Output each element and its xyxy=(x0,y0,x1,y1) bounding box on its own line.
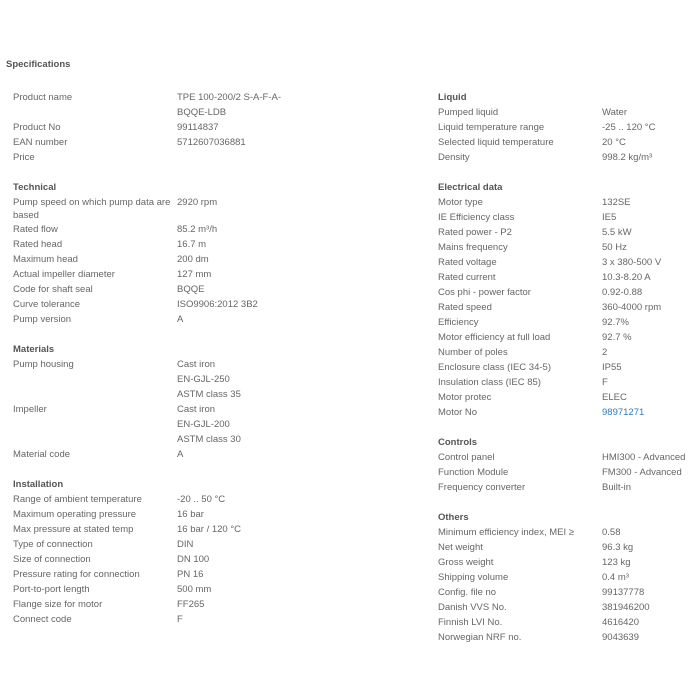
spec-row-pump-version xyxy=(13,312,283,327)
spec-value xyxy=(177,552,283,567)
spec-row-pump-housing xyxy=(13,357,283,402)
spec-value-line: IE5 xyxy=(602,212,617,223)
spec-row-ie-efficiency-class xyxy=(438,210,700,225)
spec-value xyxy=(602,255,700,270)
spec-value-line: 2 xyxy=(602,347,608,358)
spec-value xyxy=(602,105,700,120)
spec-label: Range of ambient temperature xyxy=(13,494,142,505)
spec-label: Size of connection xyxy=(13,554,91,565)
spec-value-line: 0.4 m³ xyxy=(602,572,629,583)
spec-row-motor-no xyxy=(438,405,700,420)
spec-value xyxy=(602,315,700,330)
spec-value xyxy=(177,567,283,582)
spec-label: Maximum operating pressure xyxy=(13,509,137,520)
spec-label: Pump version xyxy=(13,314,72,325)
spec-label: Type of connection xyxy=(13,539,93,550)
spec-value xyxy=(602,555,700,570)
section-liquid xyxy=(438,90,700,165)
spec-value-line: A xyxy=(177,449,184,460)
spec-label: IE Efficiency class xyxy=(438,212,515,223)
spec-value xyxy=(602,270,700,285)
spec-label: Liquid temperature range xyxy=(438,122,545,133)
spec-value xyxy=(602,525,700,540)
spec-value xyxy=(602,630,700,645)
spec-value-line: 50 Hz xyxy=(602,242,627,253)
spec-value-line: 5.5 kW xyxy=(602,227,632,238)
spec-label: Flange size for motor xyxy=(13,599,103,610)
spec-value xyxy=(177,90,283,120)
section-title: Electrical data xyxy=(438,182,503,193)
spec-value-line: 99114837 xyxy=(177,122,219,133)
spec-row-enclosure-class-iec-34-5 xyxy=(438,360,700,375)
spec-row-rated-current xyxy=(438,270,700,285)
spec-row-rated-voltage xyxy=(438,255,700,270)
spec-row-cos-phi-power-factor xyxy=(438,285,700,300)
spec-row-code-for-shaft-seal xyxy=(13,282,283,297)
spec-value xyxy=(177,222,283,237)
spec-value-line: 0.58 xyxy=(602,527,621,538)
spec-row-flange-size-for-motor xyxy=(13,597,283,612)
spec-label: Net weight xyxy=(438,542,483,553)
section-technical xyxy=(13,180,283,327)
spec-label: Pumped liquid xyxy=(438,107,499,118)
spec-value-line: 0.92-0.88 xyxy=(602,287,643,298)
spec-row-impeller xyxy=(13,402,283,447)
spec-label: Price xyxy=(13,152,35,163)
spec-value xyxy=(602,465,700,480)
spec-value xyxy=(177,522,283,537)
spec-value-line: DIN xyxy=(177,539,194,550)
spec-row-motor-type xyxy=(438,195,700,210)
spec-value xyxy=(602,195,700,210)
spec-row-number-of-poles xyxy=(438,345,700,360)
spec-value xyxy=(177,597,283,612)
spec-row-liquid-temperature-range xyxy=(438,120,700,135)
section-title: Technical xyxy=(13,182,57,193)
spec-row-motor-protec xyxy=(438,390,700,405)
section-title: Installation xyxy=(13,479,64,490)
spec-value xyxy=(177,312,283,327)
spec-row-max-pressure-at-stated-temp xyxy=(13,522,283,537)
spec-value-line: 123 kg xyxy=(602,557,631,568)
spec-label: Frequency converter xyxy=(438,482,526,493)
spec-value-line: Cast iron xyxy=(177,359,216,370)
spec-value xyxy=(602,345,700,360)
spec-value xyxy=(177,447,283,462)
spec-row-product-no xyxy=(13,120,283,135)
spec-label: Pump speed on which pump data are based xyxy=(13,197,171,221)
spec-label: Code for shaft seal xyxy=(13,284,93,295)
spec-label: Minimum efficiency index, MEI ≥ xyxy=(438,527,574,538)
spec-value xyxy=(602,390,700,405)
spec-row-actual-impeller-diameter xyxy=(13,267,283,282)
spec-label: EAN number xyxy=(13,137,68,148)
spec-value-line: ASTM class 35 xyxy=(177,389,241,400)
spec-value xyxy=(177,492,283,507)
spec-row-range-of-ambient-temperature xyxy=(13,492,283,507)
section-materials xyxy=(13,342,283,462)
spec-value-line: 360-4000 rpm xyxy=(602,302,662,313)
spec-value xyxy=(177,135,283,150)
spec-value-line: FM300 - Advanced xyxy=(602,467,682,478)
spec-value-line: HMI300 - Advanced xyxy=(602,452,686,463)
spec-value-line: EN-GJL-250 xyxy=(177,374,230,385)
spec-value-line: 16 bar / 120 °C xyxy=(177,524,242,535)
spec-label: Rated current xyxy=(438,272,496,283)
spec-row-connect-code xyxy=(13,612,283,627)
section-controls xyxy=(438,435,700,495)
spec-value xyxy=(177,282,283,297)
spec-label: Rated power - P2 xyxy=(438,227,512,238)
spec-label: Motor type xyxy=(438,197,483,208)
section-title: Others xyxy=(438,512,469,523)
spec-value-line: -25 .. 120 °C xyxy=(602,122,656,133)
spec-value-line: 10.3-8.20 A xyxy=(602,272,651,283)
spec-value xyxy=(177,120,283,135)
spec-value-line: PN 16 xyxy=(177,569,204,580)
spec-value xyxy=(177,612,283,627)
spec-label: Config. file no xyxy=(438,587,497,598)
spec-row-price xyxy=(13,150,283,165)
spec-label: Maximum head xyxy=(13,254,78,265)
spec-value-line: FF265 xyxy=(177,599,205,610)
spec-value-line: 92.7% xyxy=(602,317,629,328)
spec-row-shipping-volume xyxy=(438,570,700,585)
right-column xyxy=(438,90,700,660)
spec-value-line: 2920 rpm xyxy=(177,197,218,208)
spec-value xyxy=(602,150,700,165)
spec-row-config-file-no xyxy=(438,585,700,600)
spec-value xyxy=(177,237,283,252)
spec-label: Rated speed xyxy=(438,302,492,313)
spec-value xyxy=(602,480,700,495)
spec-value xyxy=(602,330,700,345)
spec-value xyxy=(602,135,700,150)
spec-label: Rated flow xyxy=(13,224,58,235)
spec-row-density xyxy=(438,150,700,165)
spec-row-rated-flow xyxy=(13,222,283,237)
spec-value-line: ISO9906:2012 3B2 xyxy=(177,299,258,310)
spec-row-selected-liquid-temperature xyxy=(438,135,700,150)
spec-label: Pump housing xyxy=(13,359,74,370)
spec-row-material-code xyxy=(13,447,283,462)
spec-value-line: 381946200 xyxy=(602,602,650,613)
spec-value xyxy=(602,240,700,255)
spec-row-control-panel xyxy=(438,450,700,465)
spec-label: Insulation class (IEC 85) xyxy=(438,377,541,388)
spec-label: Danish VVS No. xyxy=(438,602,507,613)
spec-label: Product No xyxy=(13,122,61,133)
page-title: Specifications xyxy=(6,59,71,70)
spec-label: Pressure rating for connection xyxy=(13,569,140,580)
spec-value-line: 200 dm xyxy=(177,254,209,265)
spec-value-line: 127 mm xyxy=(177,269,212,280)
spec-value-line: 500 mm xyxy=(177,584,212,595)
section-title: Controls xyxy=(438,437,478,448)
spec-value-line: 9043639 xyxy=(602,632,639,643)
left-column xyxy=(13,90,283,642)
spec-label: Mains frequency xyxy=(438,242,508,253)
spec-value-line: 998.2 kg/m³ xyxy=(602,152,653,163)
spec-label: Port-to-port length xyxy=(13,584,90,595)
section-installation xyxy=(13,477,283,627)
spec-value-line: 16 bar xyxy=(177,509,204,520)
spec-label: Impeller xyxy=(13,404,47,415)
spec-value xyxy=(177,297,283,312)
spec-row-insulation-class-iec-85 xyxy=(438,375,700,390)
spec-row-rated-speed xyxy=(438,300,700,315)
spec-label: Efficiency xyxy=(438,317,479,328)
section-title: Materials xyxy=(13,344,55,355)
spec-row-danish-vvs-no xyxy=(438,600,700,615)
spec-label: Cos phi - power factor xyxy=(438,287,531,298)
spec-row-type-of-connection xyxy=(13,537,283,552)
spec-value xyxy=(602,405,700,420)
spec-label: Motor protec xyxy=(438,392,492,403)
spec-row-size-of-connection xyxy=(13,552,283,567)
spec-value xyxy=(602,570,700,585)
spec-label: Curve tolerance xyxy=(13,299,81,310)
motor-no-link[interactable]: 98971271 xyxy=(602,407,645,418)
spec-row-net-weight xyxy=(438,540,700,555)
spec-value xyxy=(602,285,700,300)
spec-label: Control panel xyxy=(438,452,495,463)
spec-value-line: Water xyxy=(602,107,627,118)
spec-value xyxy=(177,195,283,222)
spec-value-line: -20 .. 50 °C xyxy=(177,494,226,505)
spec-value-line xyxy=(177,150,283,165)
spec-row-rated-head xyxy=(13,237,283,252)
spec-value-line: Built-in xyxy=(602,482,632,493)
spec-value xyxy=(602,450,700,465)
spec-value xyxy=(177,357,283,402)
spec-row-mains-frequency xyxy=(438,240,700,255)
spec-value xyxy=(602,375,700,390)
spec-row-curve-tolerance xyxy=(13,297,283,312)
spec-row-gross-weight xyxy=(438,555,700,570)
spec-row-efficiency xyxy=(438,315,700,330)
spec-label: Finnish LVI No. xyxy=(438,617,503,628)
spec-label: Enclosure class (IEC 34-5) xyxy=(438,362,551,373)
spec-value-line: Cast iron xyxy=(177,404,216,415)
spec-value xyxy=(177,402,283,447)
spec-value-line: F xyxy=(602,377,608,388)
spec-value xyxy=(602,585,700,600)
spec-label: Material code xyxy=(13,449,71,460)
spec-row-rated-power-p2 xyxy=(438,225,700,240)
spec-row-pressure-rating-for-connection xyxy=(13,567,283,582)
spec-value-line: 92.7 % xyxy=(602,332,632,343)
spec-value-line: 20 °C xyxy=(602,137,626,148)
spec-value xyxy=(177,150,283,165)
spec-row-pump-speed-on-which-pump-data-are-based xyxy=(13,195,283,222)
spec-label: Shipping volume xyxy=(438,572,509,583)
spec-value xyxy=(602,540,700,555)
spec-label: Actual impeller diameter xyxy=(13,269,115,280)
spec-value-line: IP55 xyxy=(602,362,622,373)
spec-row-ean-number xyxy=(13,135,283,150)
spec-value xyxy=(602,120,700,135)
spec-label: Density xyxy=(438,152,470,163)
spec-label: Connect code xyxy=(13,614,72,625)
section-title: Liquid xyxy=(438,92,467,103)
spec-label: Selected liquid temperature xyxy=(438,137,554,148)
spec-value-line: F xyxy=(177,614,183,625)
spec-row-motor-efficiency-at-full-load xyxy=(438,330,700,345)
spec-row-frequency-converter xyxy=(438,480,700,495)
spec-value-line: 5712607036881 xyxy=(177,137,246,148)
spec-value-line: 85.2 m³/h xyxy=(177,224,218,235)
section-electrical-data xyxy=(438,180,700,420)
spec-value-line: 96.3 kg xyxy=(602,542,634,553)
spec-label: Gross weight xyxy=(438,557,494,568)
spec-row-norwegian-nrf-no xyxy=(438,630,700,645)
spec-value xyxy=(602,300,700,315)
spec-label: Number of poles xyxy=(438,347,508,358)
spec-row-maximum-operating-pressure xyxy=(13,507,283,522)
spec-label: Function Module xyxy=(438,467,509,478)
spec-value-line: 99137778 xyxy=(602,587,645,598)
spec-value xyxy=(602,225,700,240)
spec-value-line: ELEC xyxy=(602,392,627,403)
spec-row-finnish-lvi-no xyxy=(438,615,700,630)
spec-row-function-module xyxy=(438,465,700,480)
spec-value xyxy=(177,507,283,522)
spec-row-maximum-head xyxy=(13,252,283,267)
spec-label: Rated head xyxy=(13,239,63,250)
spec-value xyxy=(177,267,283,282)
spec-value xyxy=(177,252,283,267)
spec-value-line: 16.7 m xyxy=(177,239,207,250)
spec-value-line: 3 x 380-500 V xyxy=(602,257,662,268)
spec-row-pumped-liquid xyxy=(438,105,700,120)
spec-value-line: DN 100 xyxy=(177,554,210,565)
spec-label: Product name xyxy=(13,92,73,103)
spec-label: Rated voltage xyxy=(438,257,497,268)
spec-value xyxy=(602,210,700,225)
spec-value-line: ASTM class 30 xyxy=(177,434,241,445)
spec-value xyxy=(602,360,700,375)
spec-label: Motor No xyxy=(438,407,478,418)
spec-value-line: EN-GJL-200 xyxy=(177,419,230,430)
section-product xyxy=(13,90,283,165)
spec-value-line: BQQE xyxy=(177,284,205,295)
spec-row-product-name xyxy=(13,90,283,120)
spec-value xyxy=(177,582,283,597)
spec-value-line: TPE 100-200/2 S-A-F-A-BQQE-LDB xyxy=(177,92,282,118)
spec-value xyxy=(602,600,700,615)
section-others xyxy=(438,510,700,645)
spec-value-line: A xyxy=(177,314,184,325)
spec-value xyxy=(602,615,700,630)
spec-value-line: 4616420 xyxy=(602,617,639,628)
spec-label: Max pressure at stated temp xyxy=(13,524,134,535)
spec-value-line: 132SE xyxy=(602,197,631,208)
spec-label: Norwegian NRF no. xyxy=(438,632,522,643)
spec-row-minimum-efficiency-index-mei xyxy=(438,525,700,540)
spec-row-port-to-port-length xyxy=(13,582,283,597)
spec-value xyxy=(177,537,283,552)
spec-label: Motor efficiency at full load xyxy=(438,332,551,343)
